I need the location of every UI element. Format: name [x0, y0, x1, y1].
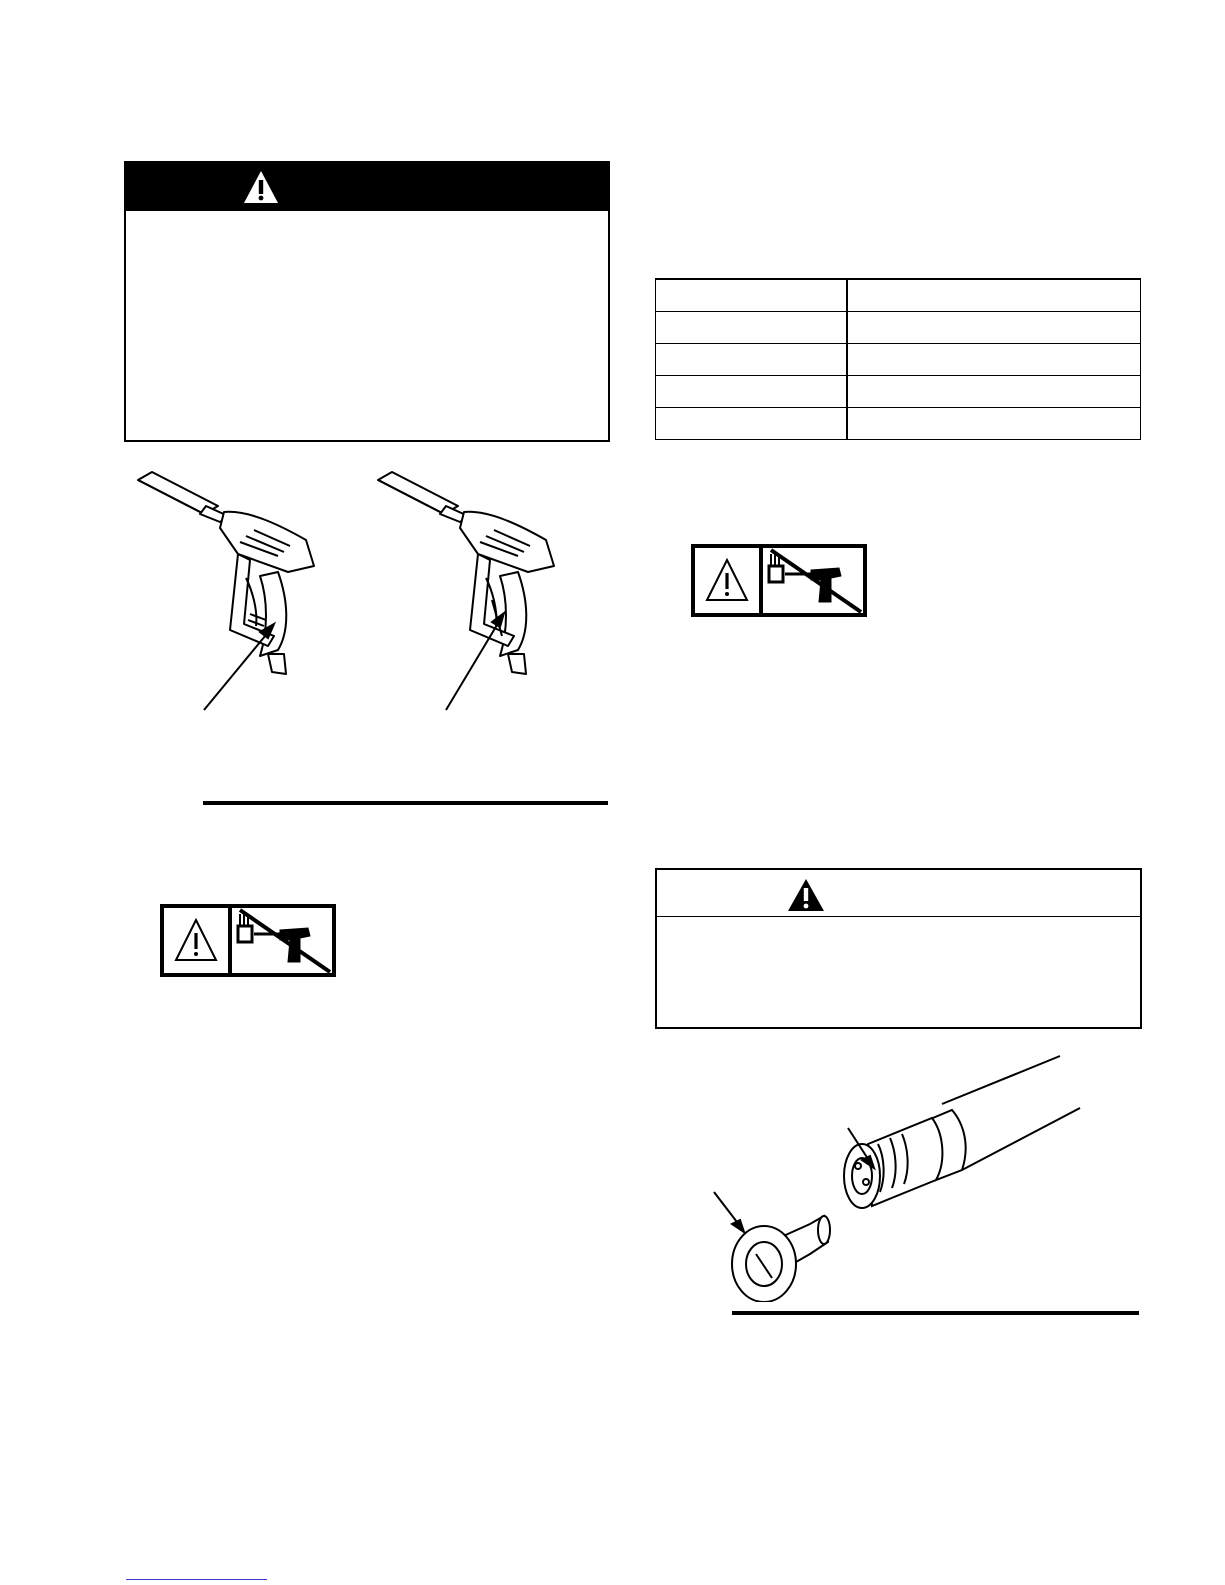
- caution-box: [655, 868, 1142, 1029]
- table-row: [656, 312, 1141, 344]
- table-cell: [656, 344, 848, 376]
- table-cell: [847, 344, 1141, 376]
- figure-rule-left: [203, 801, 608, 805]
- table-cell: [656, 408, 848, 440]
- spray-gun-locked-illustration: [138, 472, 314, 674]
- table-row: [656, 376, 1141, 408]
- quick-disconnect-figure: [700, 1052, 1100, 1302]
- table-cell: [847, 312, 1141, 344]
- hazard-label-right: [691, 544, 867, 617]
- warning-triangle-icon: [242, 169, 280, 205]
- table-row: [656, 279, 1141, 312]
- table-cell: [847, 376, 1141, 408]
- table-cell: [656, 279, 848, 312]
- warning-triangle-icon: [787, 878, 825, 912]
- table-row: [656, 344, 1141, 376]
- table-row: [656, 408, 1141, 440]
- table-cell: [656, 312, 848, 344]
- table-cell: [847, 408, 1141, 440]
- spec-table: [655, 278, 1141, 440]
- spray-gun-figure: [128, 460, 612, 820]
- spray-gun-unlocked-illustration: [378, 472, 554, 674]
- hazard-label-left: [160, 904, 336, 977]
- figure-rule-right: [732, 1311, 1139, 1315]
- table-cell: [656, 376, 848, 408]
- warning-header: [126, 163, 608, 211]
- warning-box: [124, 161, 610, 442]
- caution-divider: [657, 916, 1140, 917]
- table-cell: [847, 279, 1141, 312]
- footer-link-underline[interactable]: [126, 1579, 267, 1580]
